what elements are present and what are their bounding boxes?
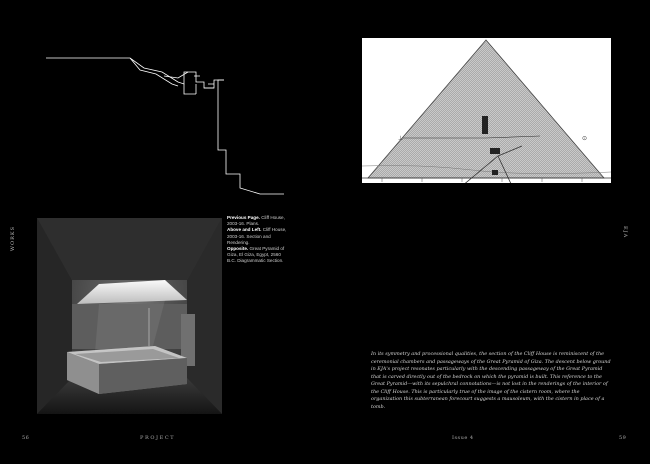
caption-text-above-left: Cliff House, 2003-16. Section and Rendering. [227, 227, 287, 245]
body-paragraph: In its symmetry and processional qualities, the section of the Cliff House is reminiscent of the ceremonial chambers and passageways of the Great Pyramid of Giza. The descent below ground in EJA's project resonates particularly with the descending passageway of the Great Pyramid that is carved directly out of the bedrock on which the pyramid is built. This reference to the Great Pyramid—with its sepulchral connotations—is not lost in the renderings of the interior of the Cliff House. This is particularly true of the image of the cistern room, where the organization this subterranean forecourt suggests a mausoleum, with the cistern in place of a tomb. [371, 351, 611, 410]
page-number-right: 59 [619, 435, 627, 441]
side-label-eja: EJA [622, 226, 628, 239]
caption-lead-above-left: Above and Left. [227, 227, 262, 233]
cistern-room-rendering [37, 218, 222, 414]
caption-text-previous-page: Cliff House, 2003-16. Plans. [227, 215, 285, 227]
great-pyramid-section-diagram [362, 38, 611, 183]
caption-text-opposite: Great Pyramid of Giza, El Giza, Egypt, 2560 B.C. Diagrammatic Section. [227, 246, 285, 264]
cliff-house-section-drawing [44, 50, 284, 210]
figure-caption [227, 215, 291, 265]
side-label-works: WORKS [10, 226, 16, 252]
caption-lead-previous-page: Previous Page. [227, 215, 260, 220]
running-title-project: PROJECT [140, 435, 176, 441]
running-issue: Issue 4 [452, 435, 474, 441]
svg-text:⊙: ⊙ [582, 135, 588, 142]
caption-lead-opposite: Opposite. [227, 246, 249, 252]
page-number-left: 56 [22, 435, 30, 441]
svg-text:⊥: ⊥ [398, 135, 404, 142]
